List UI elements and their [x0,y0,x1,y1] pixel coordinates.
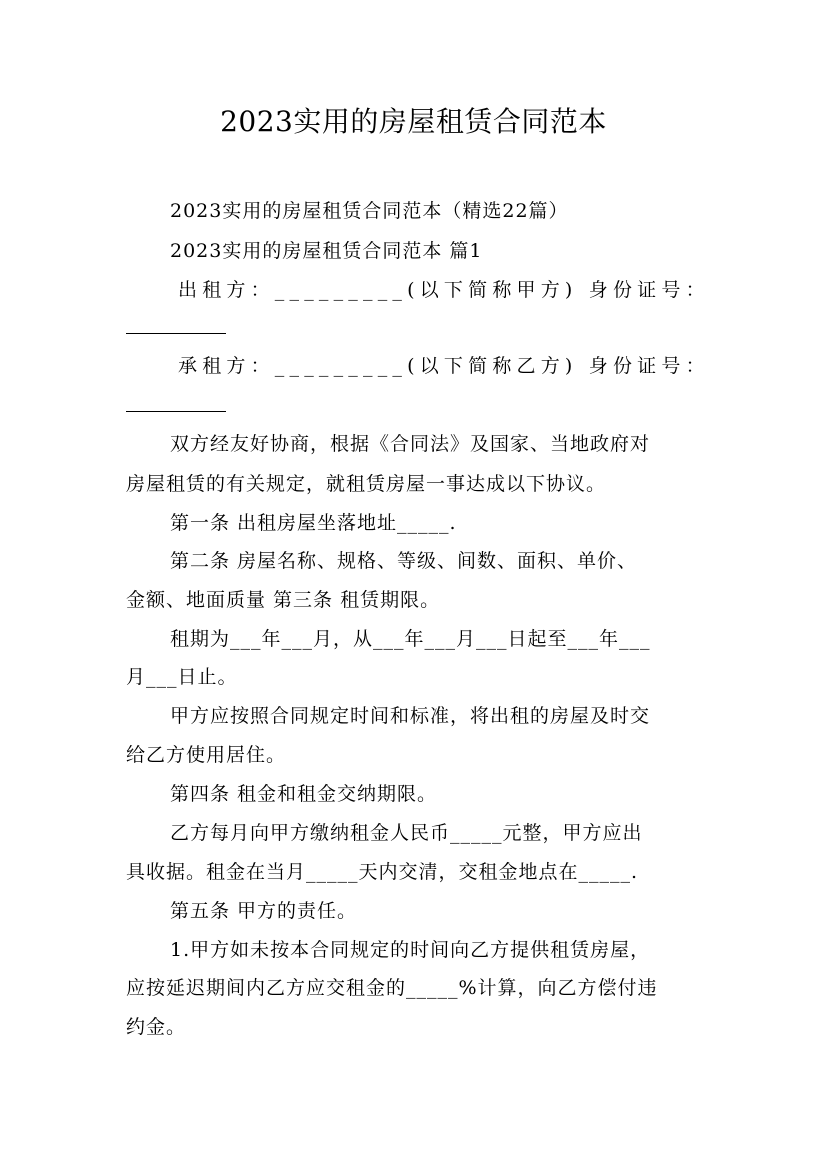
paragraph-line: 1.甲方如未按本合同规定的时间向乙方提供租赁房屋， [170,939,651,961]
paragraph-line: 应按延迟期间内乙方应交租金的_____%计算，向乙方偿付违 [126,977,658,999]
article-1: 第一条 出租房屋坐落地址_____. [170,512,457,534]
lessee-id-blank [126,411,226,412]
paragraph-line: 金额、地面质量 第三条 租赁期限。 [126,589,441,611]
paragraph-line: 房屋租赁的有关规定，就租赁房屋一事达成以下协议。 [126,473,607,495]
paragraph-line: 月___日止。 [126,666,238,688]
lessor-id-blank [126,333,226,334]
paragraph-line: 具收据。租金在当月_____天内交清，交租金地点在_____. [126,861,639,883]
subtitle-line: 2023实用的房屋租赁合同范本（精选22篇） [170,200,569,222]
paragraph-line: 乙方每月向甲方缴纳租金人民币_____元整，甲方应出 [170,822,643,844]
article-4: 第四条 租金和租金交纳期限。 [170,783,438,805]
paragraph-line: 双方经友好协商，根据《合同法》及国家、当地政府对 [170,433,651,455]
article-5: 第五条 甲方的责任。 [170,900,358,922]
document-title: 2023实用的房屋租赁合同范本 [220,105,607,138]
section-heading: 2023实用的房屋租赁合同范本 篇1 [170,240,483,262]
lessor-line: 出租方：_________(以下简称甲方) 身份证号： [178,279,710,301]
paragraph-line: 甲方应按照合同规定时间和标准，将出租的房屋及时交 [170,705,651,727]
article-2: 第二条 房屋名称、规格、等级、间数、面积、单价、 [170,550,638,572]
paragraph-line: 约金。 [126,1016,187,1038]
paragraph-line: 给乙方使用居住。 [126,744,287,766]
lessee-line: 承租方：_________(以下简称乙方) 身份证号： [178,355,710,377]
paragraph-line: 租期为___年___月，从___年___月___日起至___年___ [170,628,651,650]
